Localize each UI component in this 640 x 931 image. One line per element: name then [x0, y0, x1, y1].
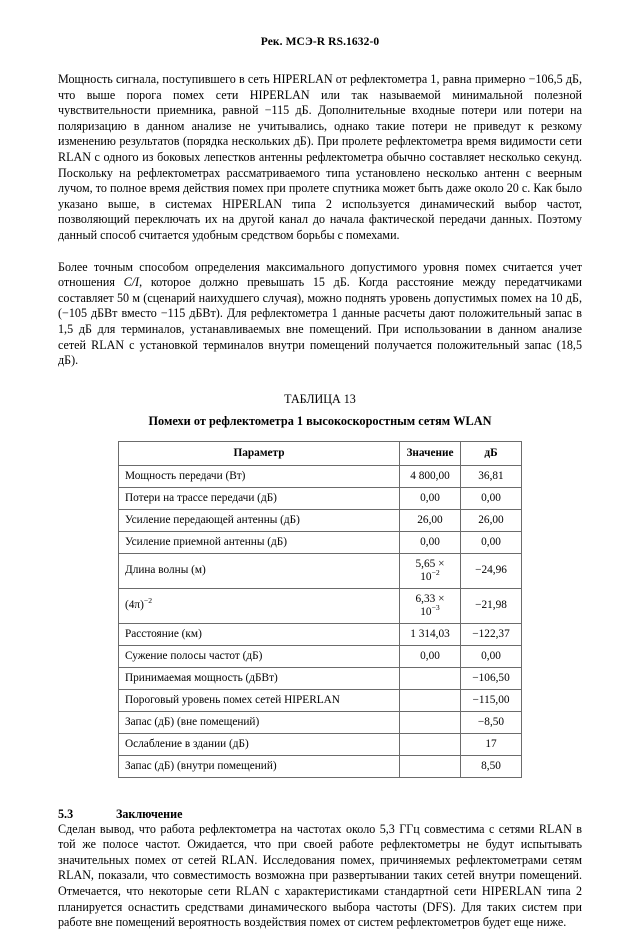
table-cell-db: −106,50: [461, 667, 522, 689]
page-content: [58, 72, 582, 931]
paragraph-ci-ratio-text-before: Более точным способом определения максимального допустимого уровня помех считается учет отношения: [58, 259, 582, 290]
table-cell-parameter: Мощность передачи (Вт): [119, 465, 400, 487]
exponent: −2: [143, 596, 153, 606]
table-cell-value: $5,65 \times 10^{-2}$: [400, 553, 461, 588]
table-cell-value: 0,00: [400, 645, 461, 667]
table-cell-db: 17: [461, 733, 522, 755]
table-cell-value: [400, 755, 461, 777]
table-cell-value: 0,00: [400, 487, 461, 509]
table-cell-value: 26,00: [400, 509, 461, 531]
table-cell-db: 0,00: [461, 531, 522, 553]
table-row: [119, 487, 522, 509]
table-cell-db: 36,81: [461, 465, 522, 487]
table-cell-parameter: Усиление приемной антенны (дБ): [119, 531, 400, 553]
table-cell-value: 0,00: [400, 531, 461, 553]
table-cell-parameter: Длина волны (м): [119, 553, 400, 588]
table-cell-value: $6,33 \times 10^{-3}$: [400, 588, 461, 623]
table-row: [119, 509, 522, 531]
table-cell-value: [400, 667, 461, 689]
table-row: [119, 667, 522, 689]
exponent: −2: [431, 567, 440, 577]
table-cell-db: 26,00: [461, 509, 522, 531]
table-cell-parameter: Расстояние (км): [119, 623, 400, 645]
section-heading-conclusion: [58, 806, 582, 822]
table-cell-db: 8,50: [461, 755, 522, 777]
table-cell-parameter: Усиление передающей антенны (дБ): [119, 509, 400, 531]
section-title: Заключение: [116, 806, 183, 821]
paragraph-interference-analysis: Мощность сигнала, поступившего в сеть HIPERLAN от рефлектометра 1, равна примерно −106,5 дБ, что выше порога помех сети HIPERLAN или так называемой минимальной полезной чувствительности приемника, равной −115 дБ. Дополнительные входные потери или потери на поляризацию в данном анализе не учитывались, однако такие потери не приведут к резкому изменению результатов (порядка нескольких дБ). При пролете рефлектометра время видимости сети RLAN с одного из боковых лепестков антенны рефлектометра обычно составляет несколько секунд. Поскольку на рефлектометрах рассматриваемого типа установлено несколько антенн с веерным лучом, то полное время действия помех при пролете спутника может быть даже около 20 с. Как было указано выше, в системах HIPERLAN типа 2 используется динамический выбор частот, позволяющий переключать их на другой канал до начала фактической передачи данных. Поэтому данный способ считается удобным средством борьбы с помехами.: [58, 72, 582, 242]
table-cell-value: [400, 711, 461, 733]
table-cell-db: 0,00: [461, 487, 522, 509]
table-cell-db: −122,37: [461, 623, 522, 645]
paragraph-ci-ratio: [58, 260, 582, 369]
table-caption: [58, 391, 582, 430]
table-cell-parameter: Потери на трассе передачи (дБ): [119, 487, 400, 509]
table-cell-parameter: Пороговый уровень помех сетей HIPERLAN: [119, 689, 400, 711]
table-cell-db: −8,50: [461, 711, 522, 733]
table-row: [119, 711, 522, 733]
table-cell-db: 0,00: [461, 645, 522, 667]
table-number-label: ТАБЛИЦА 13: [284, 391, 356, 406]
table-cell-value: [400, 733, 461, 755]
table-cell-value: [400, 689, 461, 711]
table-cell-parameter: Сужение полосы частот (дБ): [119, 645, 400, 667]
ci-ratio-symbol: C/I: [123, 275, 140, 290]
table-cell-parameter: Запас (дБ) (вне помещений): [119, 711, 400, 733]
table-cell-db: −115,00: [461, 689, 522, 711]
table-row: [119, 645, 522, 667]
table-row: [119, 531, 522, 553]
table-row: [119, 588, 522, 623]
paragraph-ci-ratio-text-after: , которое должно превышать 15 дБ. Когда расстояние между передатчиками составляет 50 м (сценарий наихудшего случая), можно поднять уровень допустимых помех на 10 дБ, (−105 дБВт вместо −115 дБВт). Для рефлектометра 1 данные расчеты дают положительный запас в 1,5 дБ для терминалов, устанавливаемых вне помещений. При использовании в данном анализе сетей RLAN с установкой терминалов внутри помещений получается положительный запас (18,5 дБ).: [58, 275, 583, 368]
table-row: [119, 689, 522, 711]
paragraph-conclusion: Сделан вывод, что работа рефлектометра на частотах около 5,3 ГГц совместима с сетями RLAN в той же полосе частот. Ожидается, что при своей работе рефлектометры не будут испытывать значительных помех от сетей RLAN. Исследования помех, причиняемых рефлектометрами сетям RLAN, показали, что совместимость возможна при развертывании таких сетей внутри помещений. Отмечается, что некоторые сети RLAN с характеристиками стандартной сети HIPERLAN типа 2 планируется оснастить средствами динамического выбора частоты (DFS). Для таких систем при работе вне помещений вероятность воздействия помех от систем рефлектометров будет еще ниже.: [58, 821, 582, 930]
table-cell-parameter: $(4\pi)^{-2}$: [119, 588, 400, 623]
table-row: [119, 465, 522, 487]
table-cell-db: −21,98: [461, 588, 522, 623]
interference-table: [118, 441, 522, 778]
table-cell-parameter: Запас (дБ) (внутри помещений): [119, 755, 400, 777]
table-cell-parameter: Ослабление в здании (дБ): [119, 733, 400, 755]
table-header-value: Значение: [400, 441, 461, 465]
table-header-parameter: Параметр: [119, 441, 400, 465]
table-row: [119, 733, 522, 755]
table-cell-parameter: Принимаемая мощность (дБВт): [119, 667, 400, 689]
table-body: [119, 465, 522, 777]
table-header-row: [119, 441, 522, 465]
table-header-db: дБ: [461, 441, 522, 465]
table-row: [119, 553, 522, 588]
table-cell-value: 4 800,00: [400, 465, 461, 487]
table-row: [119, 755, 522, 777]
table-title: Помехи от рефлектометра 1 высокоскоростным сетям WLAN: [148, 413, 492, 428]
running-header: Рек. МСЭ-R RS.1632-0: [260, 36, 380, 48]
table-cell-db: −24,96: [461, 553, 522, 588]
table-cell-value: 1 314,03: [400, 623, 461, 645]
section-number: 5.3: [58, 806, 74, 821]
exponent: −3: [431, 602, 440, 612]
table-row: [119, 623, 522, 645]
